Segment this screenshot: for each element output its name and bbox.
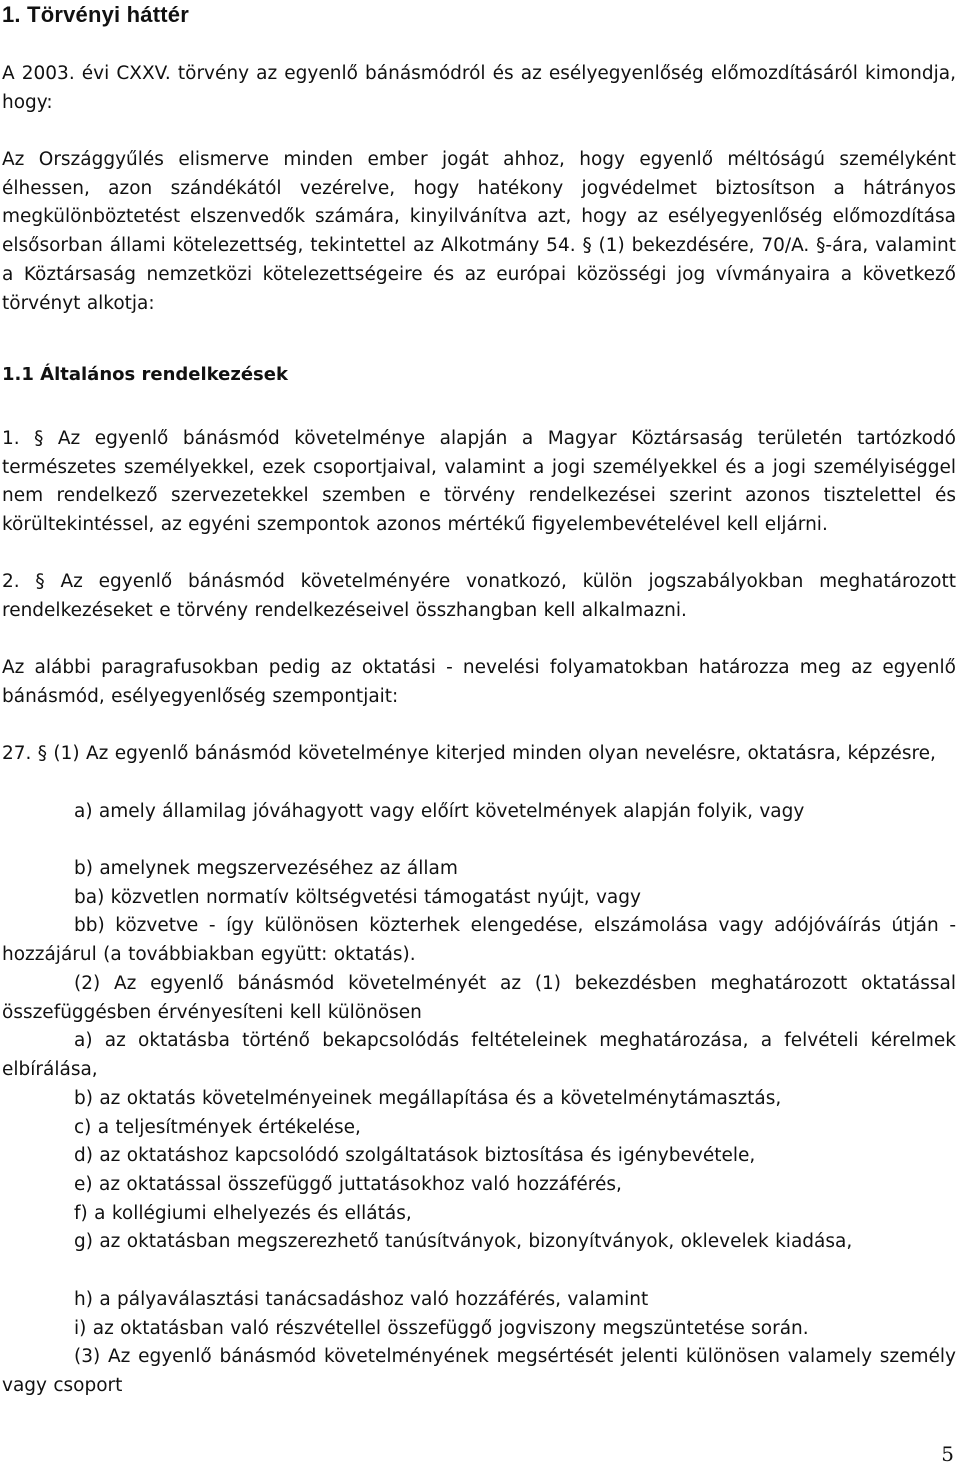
transition-paragraph: Az alábbi paragrafusokban pedig az oktatási - nevelési folyamatokban határozza meg az egyenlő bánásmód, esélyegyenlőség szempontjait: (2, 657, 956, 707)
list-item: d) az oktatáshoz kapcsolódó szolgáltatások biztosítása és igénybevétele, (74, 1145, 756, 1166)
list-item: e) az oktatással összefüggő juttatásokhoz való hozzáférés, (74, 1174, 622, 1195)
intro-paragraph: A 2003. évi CXXV. törvény az egyenlő bánásmódról és az esélyegyenlőség előmozdításáról kimondja, hogy: (2, 63, 956, 113)
page-number: 5 (941, 1442, 954, 1466)
paragraph-section-27-2: (2) Az egyenlő bánásmód követelményét az (1) bekezdésben meghatározott oktatással összefüggésben érvényesíteni kell különösen (2, 973, 956, 1023)
section-heading: 1. Törvényi háttér (2, 2, 189, 27)
paragraph-section-2: 2. § Az egyenlő bánásmód követelményére vonatkozó, külön jogszabályokban meghatározott rendelkezéseket e törvény rendelkezéseivel összhangban kell alkalmazni. (2, 571, 956, 621)
paragraph-section-27-1: 27. § (1) Az egyenlő bánásmód követelménye kiterjed minden olyan nevelésre, oktatásra, képzésre, (2, 743, 936, 764)
list-item-ba: ba) közvetlen normatív költségvetési támogatást nyújt, vagy (74, 887, 641, 908)
list-item: f) a kollégiumi elhelyezés és ellátás, (74, 1203, 412, 1224)
preamble-paragraph: Az Országgyűlés elismerve minden ember jogát ahhoz, hogy egyenlő méltóságú személyként élhessen, azon szándékától vezérelve, hogy hatékony jogvédelmet biztosítson a hátrányos megkülönböztetést elszenvedők számára, kinyilvánítva azt, hogy az esélyegyenlőség előmozdítása elsősorban állami kötelezettség, tekintettel az Alkotmány 54. § (1) bekezdésére, 70/A. §-ára, valamint a Köztársaság nemzetközi kötelezettségeire és az európai közösségi jog vívmányaira a következő törvényt alkotja: (2, 149, 956, 314)
list-item: c) a teljesítmények értékelése, (74, 1117, 361, 1138)
list-item: h) a pályaválasztási tanácsadáshoz való hozzáférés, valamint (74, 1289, 649, 1310)
list-item: b) az oktatás követelményeinek megállapítása és a követelménytámasztás, (74, 1088, 782, 1109)
list-item: g) az oktatásban megszerezhető tanúsítványok, bizonyítványok, oklevelek kiadása, (74, 1231, 853, 1252)
list-item: i) az oktatásban való részvétellel összefüggő jogviszony megszüntetése során. (74, 1318, 809, 1339)
subsection-heading: 1.1 Általános rendelkezések (2, 364, 288, 385)
list-item-bb: bb) közvetve - így különösen közterhek elengedése, elszámolása vagy adójóváírás útján - hozzájárul (a továbbiakban együtt: oktatás). (2, 915, 956, 965)
list-item-b: b) amelynek megszervezéséhez az állam (74, 858, 458, 879)
paragraph-section-27-3: (3) Az egyenlő bánásmód követelményének megsértését jelenti különösen valamely személy vagy csoport (2, 1346, 956, 1396)
list-item-a: a) amely államilag jóváhagyott vagy előírt követelmények alapján folyik, vagy (74, 801, 805, 822)
paragraph-section-1: 1. § Az egyenlő bánásmód követelménye alapján a Magyar Köztársaság területén tartózkodó természetes személyekkel, ezek csoportjaival, valamint a jogi személyekkel és a jogi személyiséggel nem rendelkező szervezetekkel szemben e törvény rendelkezései szerint azonos tisztelettel és körültekintéssel, az egyéni szempontok azonos mértékű figyelembevételével kell eljárni. (2, 428, 956, 536)
list-item: a) az oktatásba történő bekapcsolódás feltételeinek meghatározása, a felvételi kérelmek elbírálása, (2, 1030, 956, 1080)
